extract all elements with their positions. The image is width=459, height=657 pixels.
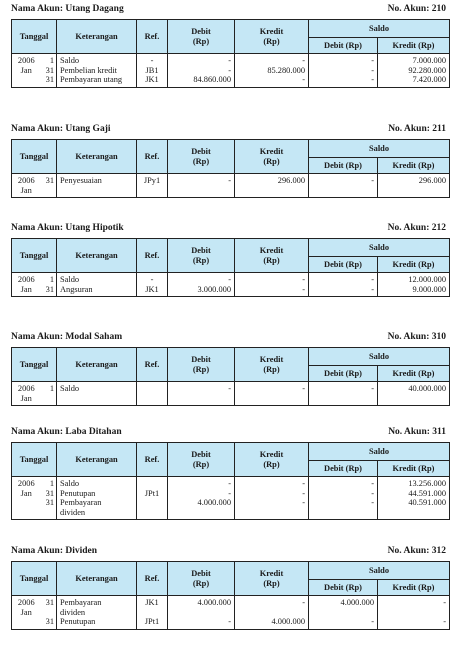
saldo-kredit-value: 7.420.000 bbox=[412, 75, 446, 85]
description: Penutupan bbox=[60, 617, 96, 627]
account-name: Nama Akun: Dividen bbox=[11, 546, 98, 556]
description: Penutupan bbox=[60, 488, 96, 498]
ledger-table bbox=[11, 347, 450, 406]
col-debit bbox=[168, 140, 235, 174]
col-ref: Ref. bbox=[137, 443, 168, 477]
col-ref: Ref. bbox=[137, 239, 168, 273]
col-tanggal: Tanggal bbox=[12, 140, 57, 174]
ref: JB1 bbox=[145, 65, 159, 75]
account-header bbox=[11, 546, 449, 560]
account-utang-dagang bbox=[11, 4, 449, 85]
col-kredit-label: Kredit bbox=[259, 354, 284, 364]
col-saldo-debit: Debit (Rp) bbox=[309, 257, 378, 273]
col-kredit-unit: (Rp) bbox=[263, 578, 280, 588]
kredit-value: 296.000 bbox=[277, 176, 305, 185]
col-debit bbox=[168, 562, 235, 596]
year: 2006 bbox=[17, 598, 35, 607]
day: 31 bbox=[45, 65, 54, 75]
day: 31 bbox=[45, 75, 54, 85]
ref: JPt1 bbox=[144, 617, 160, 626]
description: Pembayaran bbox=[60, 598, 102, 607]
col-kredit-unit: (Rp) bbox=[263, 364, 280, 374]
saldo-kredit-value: 40.000.000 bbox=[408, 384, 446, 393]
col-saldo: Saldo bbox=[309, 20, 450, 38]
day: 1 bbox=[49, 275, 54, 284]
account-header bbox=[11, 427, 449, 441]
col-keterangan: Keterangan bbox=[57, 562, 137, 596]
kredit-value: 4.000.000 bbox=[271, 617, 305, 626]
col-saldo: Saldo bbox=[309, 562, 450, 580]
table-row bbox=[12, 174, 450, 198]
col-tanggal: Tanggal bbox=[12, 20, 57, 54]
saldo-kredit-value: 7.000.000 bbox=[412, 56, 446, 65]
ref: - bbox=[150, 56, 154, 65]
col-debit bbox=[168, 20, 235, 54]
col-saldo-kredit: Kredit (Rp) bbox=[378, 366, 450, 382]
saldo-debit-value: - bbox=[371, 284, 374, 294]
saldo-debit-value: 4.000.000 bbox=[340, 598, 374, 607]
kredit-value: - bbox=[302, 498, 305, 508]
col-saldo-kredit: Kredit (Rp) bbox=[378, 461, 450, 477]
col-debit bbox=[168, 443, 235, 477]
ref: JPt1 bbox=[144, 488, 160, 498]
account-number: No. Akun: 311 bbox=[388, 427, 446, 437]
col-ref: Ref. bbox=[137, 140, 168, 174]
saldo-kredit-value: 296.000 bbox=[418, 176, 446, 185]
kredit-value: - bbox=[302, 384, 305, 393]
col-saldo-debit: Debit (Rp) bbox=[309, 366, 378, 382]
col-saldo-debit: Debit (Rp) bbox=[309, 158, 378, 174]
saldo-debit-value: - bbox=[371, 498, 374, 508]
description: Saldo bbox=[60, 56, 80, 65]
account-number: No. Akun: 210 bbox=[387, 4, 446, 14]
col-kredit-unit: (Rp) bbox=[263, 156, 280, 166]
description: dividen bbox=[60, 507, 86, 517]
col-kredit bbox=[235, 348, 309, 382]
account-header bbox=[11, 332, 449, 346]
saldo-debit-value: - bbox=[371, 176, 374, 185]
col-saldo-debit: Debit (Rp) bbox=[309, 461, 378, 477]
col-ref: Ref. bbox=[137, 348, 168, 382]
col-kredit bbox=[235, 20, 309, 54]
debit-value: - bbox=[228, 275, 231, 284]
ledger-table bbox=[11, 19, 450, 88]
account-name: Nama Akun: Utang Gaji bbox=[11, 124, 111, 134]
debit-value: - bbox=[228, 617, 231, 626]
saldo-kredit-value: 44.591.000 bbox=[408, 488, 446, 498]
col-kredit bbox=[235, 140, 309, 174]
col-saldo-kredit: Kredit (Rp) bbox=[378, 580, 450, 596]
account-number: No. Akun: 211 bbox=[388, 124, 446, 134]
saldo-kredit-value: 13.256.000 bbox=[408, 479, 446, 488]
debit-value: - bbox=[228, 176, 231, 185]
ref bbox=[140, 498, 164, 508]
description: Angsuran bbox=[60, 284, 93, 294]
saldo-debit-value: - bbox=[371, 65, 374, 75]
col-tanggal: Tanggal bbox=[12, 348, 57, 382]
col-kredit-label: Kredit bbox=[259, 449, 284, 459]
description: Saldo bbox=[60, 275, 80, 284]
col-saldo-debit: Debit (Rp) bbox=[309, 38, 378, 54]
ledger-table bbox=[11, 442, 450, 520]
debit-value: - bbox=[228, 479, 231, 488]
kredit-value: 85.280.000 bbox=[267, 65, 305, 75]
account-header bbox=[11, 223, 449, 237]
col-debit-unit: (Rp) bbox=[192, 364, 210, 374]
col-saldo: Saldo bbox=[309, 348, 450, 366]
col-saldo-kredit: Kredit (Rp) bbox=[378, 38, 450, 54]
month: Jan bbox=[20, 185, 32, 195]
col-debit bbox=[168, 239, 235, 273]
col-ref: Ref. bbox=[137, 20, 168, 54]
description: Pembayaran utang bbox=[60, 75, 123, 85]
col-keterangan: Keterangan bbox=[57, 443, 137, 477]
day: 31 bbox=[45, 498, 54, 508]
debit-value: 4.000.000 bbox=[197, 598, 231, 607]
saldo-debit-value: - bbox=[371, 479, 374, 488]
col-kredit-unit: (Rp) bbox=[263, 459, 280, 469]
description: dividen bbox=[60, 607, 86, 617]
col-debit-unit: (Rp) bbox=[192, 36, 210, 46]
col-debit-label: Debit bbox=[191, 354, 211, 364]
saldo-debit-value: - bbox=[371, 75, 374, 85]
saldo-debit-value: - bbox=[371, 384, 374, 393]
account-laba-ditahan bbox=[11, 427, 449, 517]
year: 2006 bbox=[17, 479, 35, 488]
col-tanggal: Tanggal bbox=[12, 562, 57, 596]
col-debit-unit: (Rp) bbox=[192, 578, 210, 588]
day: 1 bbox=[49, 384, 54, 393]
kredit-value: - bbox=[302, 479, 305, 488]
col-kredit bbox=[235, 443, 309, 477]
col-saldo: Saldo bbox=[309, 239, 450, 257]
saldo-debit-value: - bbox=[371, 617, 374, 626]
account-name: Nama Akun: Utang Hipotik bbox=[11, 223, 124, 233]
col-debit-unit: (Rp) bbox=[192, 255, 210, 265]
year: 2006 bbox=[17, 56, 35, 65]
account-header bbox=[11, 124, 449, 138]
kredit-value: - bbox=[302, 284, 305, 294]
col-kredit bbox=[235, 562, 309, 596]
kredit-value: - bbox=[302, 488, 305, 498]
col-keterangan: Keterangan bbox=[57, 348, 137, 382]
table-row bbox=[12, 596, 450, 630]
debit-value: 84.860.000 bbox=[193, 75, 231, 85]
kredit-value: - bbox=[302, 56, 305, 65]
ref: JPy1 bbox=[143, 176, 161, 185]
account-number: No. Akun: 312 bbox=[387, 546, 446, 556]
col-keterangan: Keterangan bbox=[57, 140, 137, 174]
account-utang-gaji bbox=[11, 124, 449, 195]
saldo-debit-value: - bbox=[371, 56, 374, 65]
col-saldo-kredit: Kredit (Rp) bbox=[378, 158, 450, 174]
col-saldo-kredit: Kredit (Rp) bbox=[378, 257, 450, 273]
table-row bbox=[12, 273, 450, 297]
col-keterangan: Keterangan bbox=[57, 20, 137, 54]
account-name: Nama Akun: Laba Ditahan bbox=[11, 427, 122, 437]
saldo-kredit-value: 92.280.000 bbox=[408, 65, 446, 75]
col-tanggal: Tanggal bbox=[12, 443, 57, 477]
col-debit-label: Debit bbox=[191, 146, 211, 156]
saldo-debit-value: - bbox=[371, 488, 374, 498]
col-kredit-unit: (Rp) bbox=[263, 255, 280, 265]
saldo-kredit-value: 40.591.000 bbox=[408, 498, 446, 508]
month: Jan bbox=[20, 393, 32, 403]
table-row bbox=[12, 54, 450, 88]
account-name: Nama Akun: Utang Dagang bbox=[11, 4, 124, 14]
day: 31 bbox=[45, 617, 54, 626]
account-dividen bbox=[11, 546, 449, 627]
ref: - bbox=[150, 275, 154, 284]
ref bbox=[140, 479, 164, 489]
month: Jan bbox=[20, 284, 32, 294]
year: 2006 bbox=[17, 176, 35, 185]
day: 31 bbox=[45, 488, 54, 498]
month: Jan bbox=[20, 607, 32, 617]
account-number: No. Akun: 310 bbox=[387, 332, 446, 342]
col-kredit-unit: (Rp) bbox=[263, 36, 280, 46]
col-keterangan: Keterangan bbox=[57, 239, 137, 273]
col-saldo: Saldo bbox=[309, 443, 450, 461]
col-kredit-label: Kredit bbox=[259, 26, 284, 36]
ledger-table bbox=[11, 561, 450, 630]
col-debit-unit: (Rp) bbox=[192, 459, 210, 469]
account-number: No. Akun: 212 bbox=[387, 223, 446, 233]
day: 1 bbox=[49, 479, 54, 488]
description: Saldo bbox=[60, 384, 80, 393]
col-debit-label: Debit bbox=[191, 26, 211, 36]
description: Penyesuaian bbox=[60, 176, 102, 185]
debit-value: - bbox=[228, 384, 231, 393]
debit-value: - bbox=[228, 488, 231, 498]
ref bbox=[140, 384, 164, 394]
account-name: Nama Akun: Modal Saham bbox=[11, 332, 123, 342]
year: 2006 bbox=[17, 275, 35, 284]
debit-value: 3.000.000 bbox=[197, 284, 231, 294]
debit-value: 4.000.000 bbox=[197, 498, 231, 508]
description: Saldo bbox=[60, 479, 80, 488]
kredit-value: - bbox=[302, 598, 305, 607]
saldo-kredit-value: - bbox=[443, 617, 446, 626]
description: Pembelian kredit bbox=[60, 65, 117, 75]
account-modal-saham bbox=[11, 332, 449, 403]
account-header bbox=[11, 4, 449, 18]
month: Jan bbox=[20, 65, 32, 75]
col-debit bbox=[168, 348, 235, 382]
col-kredit-label: Kredit bbox=[259, 146, 284, 156]
table-row bbox=[12, 382, 450, 406]
ref: JK1 bbox=[145, 284, 159, 294]
col-tanggal: Tanggal bbox=[12, 239, 57, 273]
col-saldo-debit: Debit (Rp) bbox=[309, 580, 378, 596]
col-kredit-label: Kredit bbox=[259, 245, 284, 255]
col-kredit bbox=[235, 239, 309, 273]
col-debit-label: Debit bbox=[191, 568, 211, 578]
day: 31 bbox=[45, 176, 54, 185]
month: Jan bbox=[20, 488, 32, 498]
debit-value: - bbox=[228, 56, 231, 65]
saldo-kredit-value: 9.000.000 bbox=[412, 284, 446, 294]
ref: JK1 bbox=[145, 598, 159, 607]
col-debit-label: Debit bbox=[191, 449, 211, 459]
day: 1 bbox=[49, 56, 54, 65]
ref: JK1 bbox=[145, 75, 159, 85]
account-utang-hipotik bbox=[11, 223, 449, 294]
kredit-value: - bbox=[302, 275, 305, 284]
debit-value: - bbox=[228, 65, 231, 75]
saldo-debit-value: - bbox=[371, 275, 374, 284]
day: 31 bbox=[45, 284, 54, 294]
col-debit-label: Debit bbox=[191, 245, 211, 255]
col-debit-unit: (Rp) bbox=[192, 156, 210, 166]
saldo-kredit-value: 12.000.000 bbox=[408, 275, 446, 284]
col-ref: Ref. bbox=[137, 562, 168, 596]
saldo-kredit-value: - bbox=[443, 598, 446, 607]
description: Pembayaran bbox=[60, 498, 102, 508]
year: 2006 bbox=[17, 384, 35, 393]
ledger-table bbox=[11, 238, 450, 297]
col-kredit-label: Kredit bbox=[259, 568, 284, 578]
day: 31 bbox=[45, 598, 54, 607]
col-saldo: Saldo bbox=[309, 140, 450, 158]
kredit-value: - bbox=[302, 75, 305, 85]
table-row bbox=[12, 477, 450, 520]
ledger-table bbox=[11, 139, 450, 198]
